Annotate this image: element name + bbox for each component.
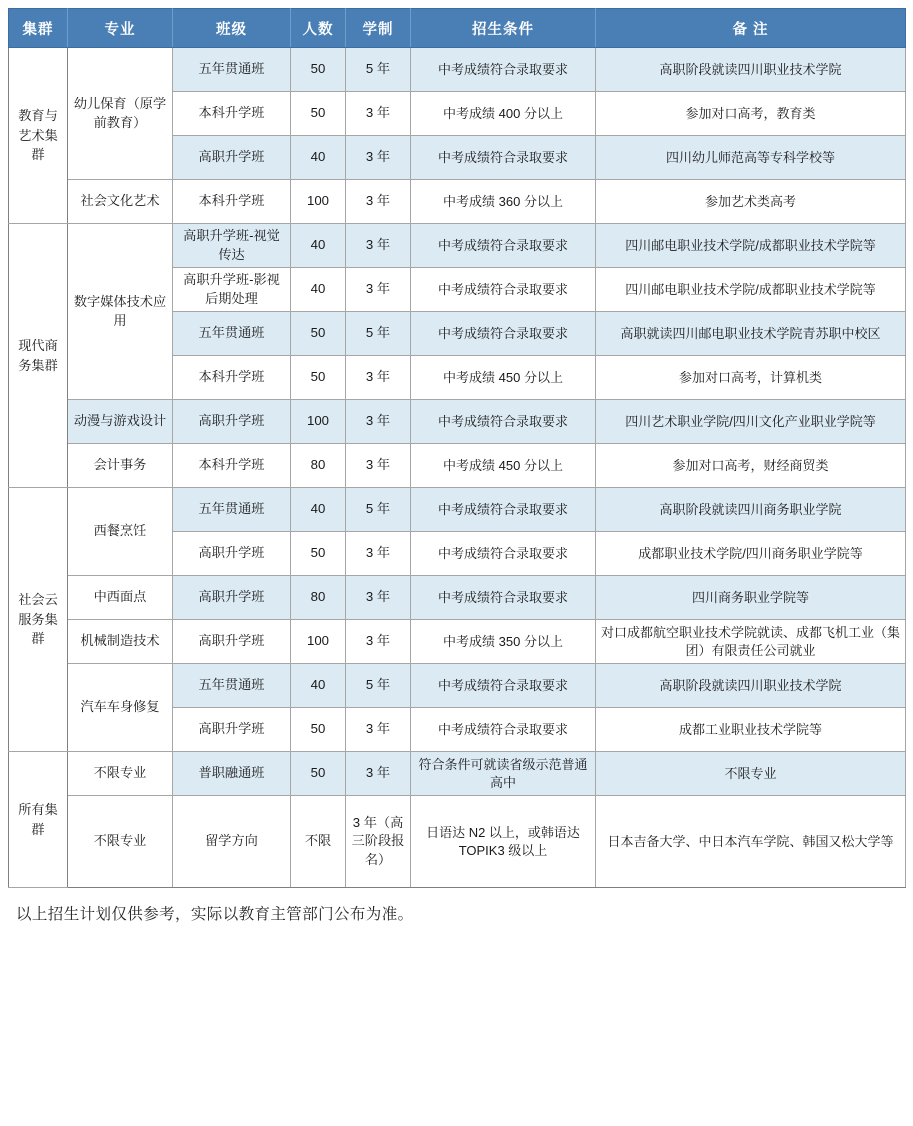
table-row xyxy=(9,48,906,92)
years-cell: 3 年 xyxy=(346,620,411,664)
major-cell: 机械制造技术 xyxy=(68,620,173,664)
count-cell: 40 xyxy=(291,268,346,312)
condition-cell: 中考成绩符合录取要求 xyxy=(411,532,596,576)
years-cell: 5 年 xyxy=(346,664,411,708)
count-cell: 50 xyxy=(291,48,346,92)
class-cell: 高职升学班-影视后期处理 xyxy=(173,268,291,312)
class-cell: 高职升学班 xyxy=(173,576,291,620)
table-row xyxy=(9,224,906,268)
cluster-cell: 教育与艺术集群 xyxy=(9,48,68,224)
years-cell: 3 年（高三阶段报名） xyxy=(346,796,411,888)
column-header-count: 人数 xyxy=(291,9,346,48)
years-cell: 5 年 xyxy=(346,312,411,356)
years-cell: 3 年 xyxy=(346,136,411,180)
years-cell: 3 年 xyxy=(346,92,411,136)
remark-cell: 高职阶段就读四川职业技术学院 xyxy=(596,48,906,92)
class-cell: 本科升学班 xyxy=(173,180,291,224)
years-cell: 3 年 xyxy=(346,224,411,268)
class-cell: 高职升学班 xyxy=(173,136,291,180)
class-cell: 高职升学班 xyxy=(173,620,291,664)
remark-cell: 四川邮电职业技术学院/成都职业技术学院等 xyxy=(596,268,906,312)
condition-cell: 中考成绩 360 分以上 xyxy=(411,180,596,224)
remark-cell: 高职阶段就读四川职业技术学院 xyxy=(596,664,906,708)
column-header-cluster: 集群 xyxy=(9,9,68,48)
table-row xyxy=(9,400,906,444)
table-header xyxy=(9,9,906,48)
condition-cell: 中考成绩符合录取要求 xyxy=(411,224,596,268)
class-cell: 本科升学班 xyxy=(173,356,291,400)
table-row xyxy=(9,664,906,708)
count-cell: 50 xyxy=(291,532,346,576)
class-cell: 高职升学班-视觉传达 xyxy=(173,224,291,268)
condition-cell: 中考成绩符合录取要求 xyxy=(411,576,596,620)
condition-cell: 中考成绩 450 分以上 xyxy=(411,356,596,400)
column-header-condition: 招生条件 xyxy=(411,9,596,48)
table-row xyxy=(9,180,906,224)
years-cell: 3 年 xyxy=(346,532,411,576)
count-cell: 40 xyxy=(291,488,346,532)
class-cell: 高职升学班 xyxy=(173,708,291,752)
remark-cell: 参加对口高考，财经商贸类 xyxy=(596,444,906,488)
class-cell: 五年贯通班 xyxy=(173,664,291,708)
count-cell: 100 xyxy=(291,620,346,664)
header-row xyxy=(9,9,906,48)
remark-cell: 高职就读四川邮电职业技术学院青苏职中校区 xyxy=(596,312,906,356)
class-cell: 普职融通班 xyxy=(173,752,291,796)
major-cell: 不限专业 xyxy=(68,796,173,888)
count-cell: 50 xyxy=(291,752,346,796)
enrollment-plan-table xyxy=(8,8,906,888)
condition-cell: 中考成绩符合录取要求 xyxy=(411,400,596,444)
remark-cell: 高职阶段就读四川商务职业学院 xyxy=(596,488,906,532)
count-cell: 40 xyxy=(291,224,346,268)
column-header-remark: 备 注 xyxy=(596,9,906,48)
table-row xyxy=(9,620,906,664)
condition-cell: 中考成绩符合录取要求 xyxy=(411,708,596,752)
condition-cell: 中考成绩符合录取要求 xyxy=(411,48,596,92)
cluster-cell: 现代商务集群 xyxy=(9,224,68,488)
class-cell: 五年贯通班 xyxy=(173,488,291,532)
remark-cell: 四川艺术职业学院/四川文化产业职业学院等 xyxy=(596,400,906,444)
years-cell: 5 年 xyxy=(346,488,411,532)
years-cell: 3 年 xyxy=(346,444,411,488)
remark-cell: 四川商务职业学院等 xyxy=(596,576,906,620)
class-cell: 五年贯通班 xyxy=(173,312,291,356)
count-cell: 50 xyxy=(291,356,346,400)
count-cell: 80 xyxy=(291,576,346,620)
years-cell: 3 年 xyxy=(346,356,411,400)
remark-cell: 参加对口高考，教育类 xyxy=(596,92,906,136)
count-cell: 50 xyxy=(291,312,346,356)
major-cell: 动漫与游戏设计 xyxy=(68,400,173,444)
table-row xyxy=(9,444,906,488)
cluster-cell: 社会云服务集群 xyxy=(9,488,68,752)
major-cell: 不限专业 xyxy=(68,752,173,796)
class-cell: 高职升学班 xyxy=(173,400,291,444)
table-row xyxy=(9,752,906,796)
count-cell: 40 xyxy=(291,136,346,180)
remark-cell: 日本吉备大学、中日本汽车学院、韩国又松大学等 xyxy=(596,796,906,888)
years-cell: 3 年 xyxy=(346,400,411,444)
major-cell: 幼儿保育（原学前教育） xyxy=(68,48,173,180)
table-body xyxy=(9,48,906,888)
remark-cell: 参加艺术类高考 xyxy=(596,180,906,224)
years-cell: 5 年 xyxy=(346,48,411,92)
class-cell: 高职升学班 xyxy=(173,532,291,576)
condition-cell: 中考成绩符合录取要求 xyxy=(411,488,596,532)
condition-cell: 中考成绩符合录取要求 xyxy=(411,136,596,180)
class-cell: 五年贯通班 xyxy=(173,48,291,92)
remark-cell: 参加对口高考，计算机类 xyxy=(596,356,906,400)
years-cell: 3 年 xyxy=(346,180,411,224)
condition-cell: 符合条件可就读省级示范普通高中 xyxy=(411,752,596,796)
condition-cell: 中考成绩符合录取要求 xyxy=(411,312,596,356)
footnote: 以上招生计划仅供参考，实际以教育主管部门公布为准。 xyxy=(16,905,414,923)
class-cell: 本科升学班 xyxy=(173,92,291,136)
count-cell: 100 xyxy=(291,180,346,224)
column-header-years: 学制 xyxy=(346,9,411,48)
years-cell: 3 年 xyxy=(346,576,411,620)
table-row xyxy=(9,488,906,532)
major-cell: 社会文化艺术 xyxy=(68,180,173,224)
table-row xyxy=(9,576,906,620)
cluster-cell: 所有集群 xyxy=(9,752,68,888)
years-cell: 3 年 xyxy=(346,708,411,752)
major-cell: 汽车车身修复 xyxy=(68,664,173,752)
years-cell: 3 年 xyxy=(346,268,411,312)
column-header-major: 专业 xyxy=(68,9,173,48)
major-cell: 中西面点 xyxy=(68,576,173,620)
column-header-class: 班级 xyxy=(173,9,291,48)
count-cell: 40 xyxy=(291,664,346,708)
remark-cell: 对口成都航空职业技术学院就读、成都飞机工业（集团）有限责任公司就业 xyxy=(596,620,906,664)
class-cell: 留学方向 xyxy=(173,796,291,888)
years-cell: 3 年 xyxy=(346,752,411,796)
condition-cell: 中考成绩符合录取要求 xyxy=(411,268,596,312)
count-cell: 100 xyxy=(291,400,346,444)
remark-cell: 四川幼儿师范高等专科学校等 xyxy=(596,136,906,180)
condition-cell: 中考成绩 350 分以上 xyxy=(411,620,596,664)
major-cell: 数字媒体技术应用 xyxy=(68,224,173,400)
count-cell: 50 xyxy=(291,708,346,752)
condition-cell: 中考成绩 400 分以上 xyxy=(411,92,596,136)
count-cell: 80 xyxy=(291,444,346,488)
major-cell: 会计事务 xyxy=(68,444,173,488)
count-cell: 不限 xyxy=(291,796,346,888)
condition-cell: 中考成绩符合录取要求 xyxy=(411,664,596,708)
condition-cell: 中考成绩 450 分以上 xyxy=(411,444,596,488)
table-row xyxy=(9,796,906,888)
condition-cell: 日语达 N2 以上，或韩语达 TOPIK3 级以上 xyxy=(411,796,596,888)
remark-cell: 成都职业技术学院/四川商务职业学院等 xyxy=(596,532,906,576)
major-cell: 西餐烹饪 xyxy=(68,488,173,576)
remark-cell: 不限专业 xyxy=(596,752,906,796)
count-cell: 50 xyxy=(291,92,346,136)
class-cell: 本科升学班 xyxy=(173,444,291,488)
remark-cell: 四川邮电职业技术学院/成都职业技术学院等 xyxy=(596,224,906,268)
remark-cell: 成都工业职业技术学院等 xyxy=(596,708,906,752)
